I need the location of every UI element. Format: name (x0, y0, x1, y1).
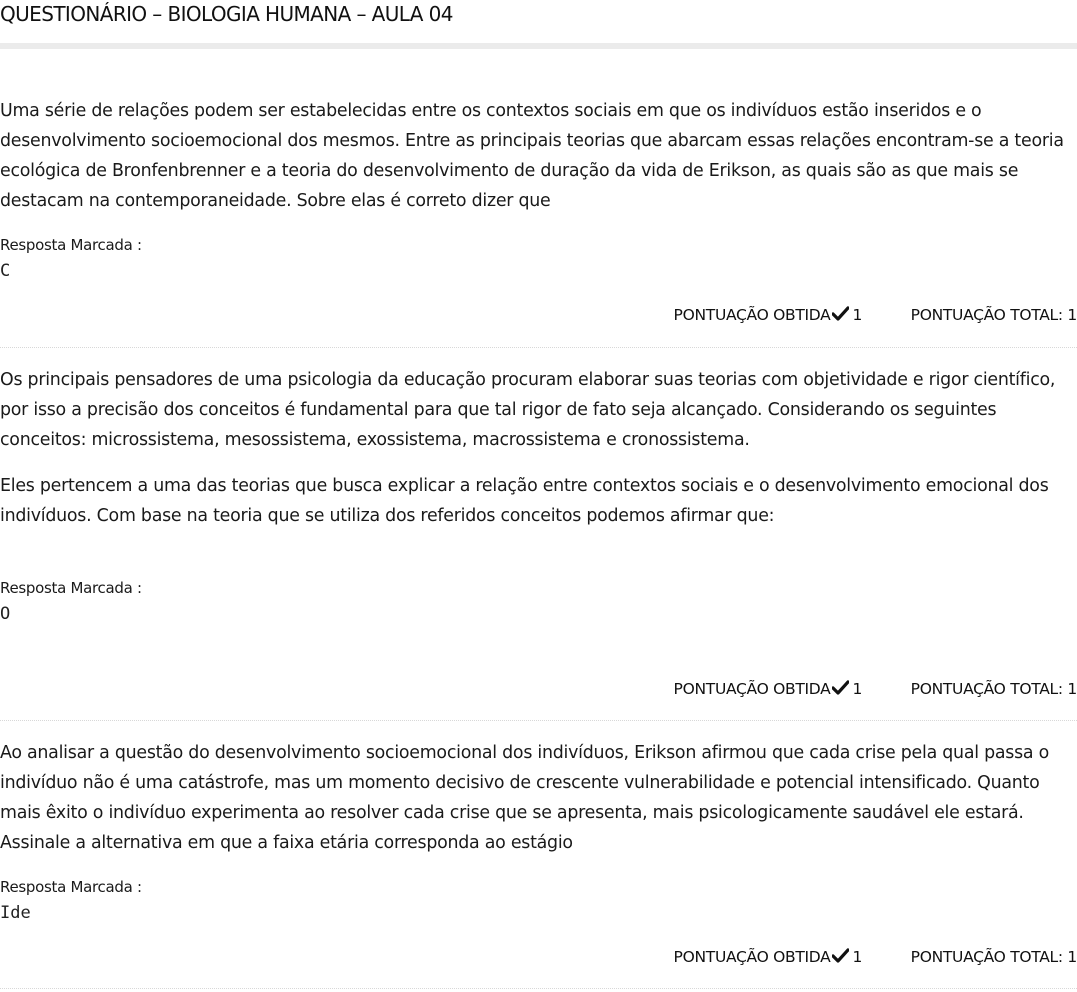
score-obtained-value: 1 (852, 948, 862, 966)
check-icon (832, 306, 849, 321)
check-icon (832, 680, 849, 695)
score-obtained-value: 1 (852, 680, 862, 698)
answer-label: Resposta Marcada : (0, 236, 142, 254)
answer-label: Resposta Marcada : (0, 878, 142, 896)
answer-label: Resposta Marcada : (0, 579, 142, 597)
score-row (674, 948, 1077, 966)
score-obtained (674, 680, 862, 698)
question-text: Uma série de relações podem ser estabelecidas entre os contextos sociais em que os indivíduos estão inseridos e o desenvolvimento socioemocional dos mesmos. Entre as principais teorias que abarcam essas relações encontram-se a teoria ecológica de Bronfenbrenner e a teoria do desenvolvimento de duração da vida de Erikson, as quais são as que mais se destacam na contemporaneidade. Sobre elas é correto dizer que (0, 101, 1064, 211)
answer-value: Ide (0, 903, 31, 923)
score-obtained-label: PONTUAÇÃO OBTIDA (673, 680, 831, 698)
score-total: PONTUAÇÃO TOTAL: 1 (910, 948, 1077, 966)
question-text: Eles pertencem a uma das teorias que busca explicar a relação entre contextos sociais e o desenvolvimento emocional dos indivíduos. Com base na teoria que se utiliza dos referidos conceitos podemos afirmar que: (0, 476, 1049, 526)
score-obtained (674, 306, 862, 324)
score-row (674, 306, 1077, 324)
score-total: PONTUAÇÃO TOTAL: 1 (910, 680, 1077, 698)
answer-value: O (0, 604, 11, 624)
question-text: Ao analisar a questão do desenvolvimento socioemocional dos indivíduos, Erikson afirmou que cada crise pela qual passa o indivíduo não é uma catástrofe, mas um momento decisivo de crescente vulnerabilidade e potencial intensificado. Quanto mais êxito o indivíduo experimenta ao resolver cada crise que se apresenta, mais psicologicamente saudável ele estará. Assinale a alternativa em que a faixa etária corresponda ao estágio (0, 743, 1049, 853)
question-3 (0, 738, 1077, 858)
score-total: PONTUAÇÃO TOTAL: 1 (910, 306, 1077, 324)
question-2 (0, 365, 1077, 531)
question-text: Os principais pensadores de uma psicologia da educação procuram elaborar suas teorias com objetividade e rigor científico, por isso a precisão dos conceitos é fundamental para que tal rigor de fato seja alcançado. Considerando os seguintes conceitos: microssistema, mesossistema, exossistema, macrossistema e cronossistema. (0, 370, 1056, 450)
score-obtained-label: PONTUAÇÃO OBTIDA (673, 306, 831, 324)
question-divider (0, 720, 1077, 721)
score-obtained (674, 948, 862, 966)
score-obtained-value: 1 (852, 306, 862, 324)
title-divider (0, 43, 1077, 49)
question-divider (0, 347, 1077, 348)
page-title: QUESTIONÁRIO – BIOLOGIA HUMANA – AULA 04 (0, 2, 453, 26)
question-divider (0, 988, 1077, 989)
question-1 (0, 96, 1077, 216)
score-row (674, 680, 1077, 698)
check-icon (832, 948, 849, 963)
answer-value: C (0, 261, 11, 281)
score-obtained-label: PONTUAÇÃO OBTIDA (673, 948, 831, 966)
